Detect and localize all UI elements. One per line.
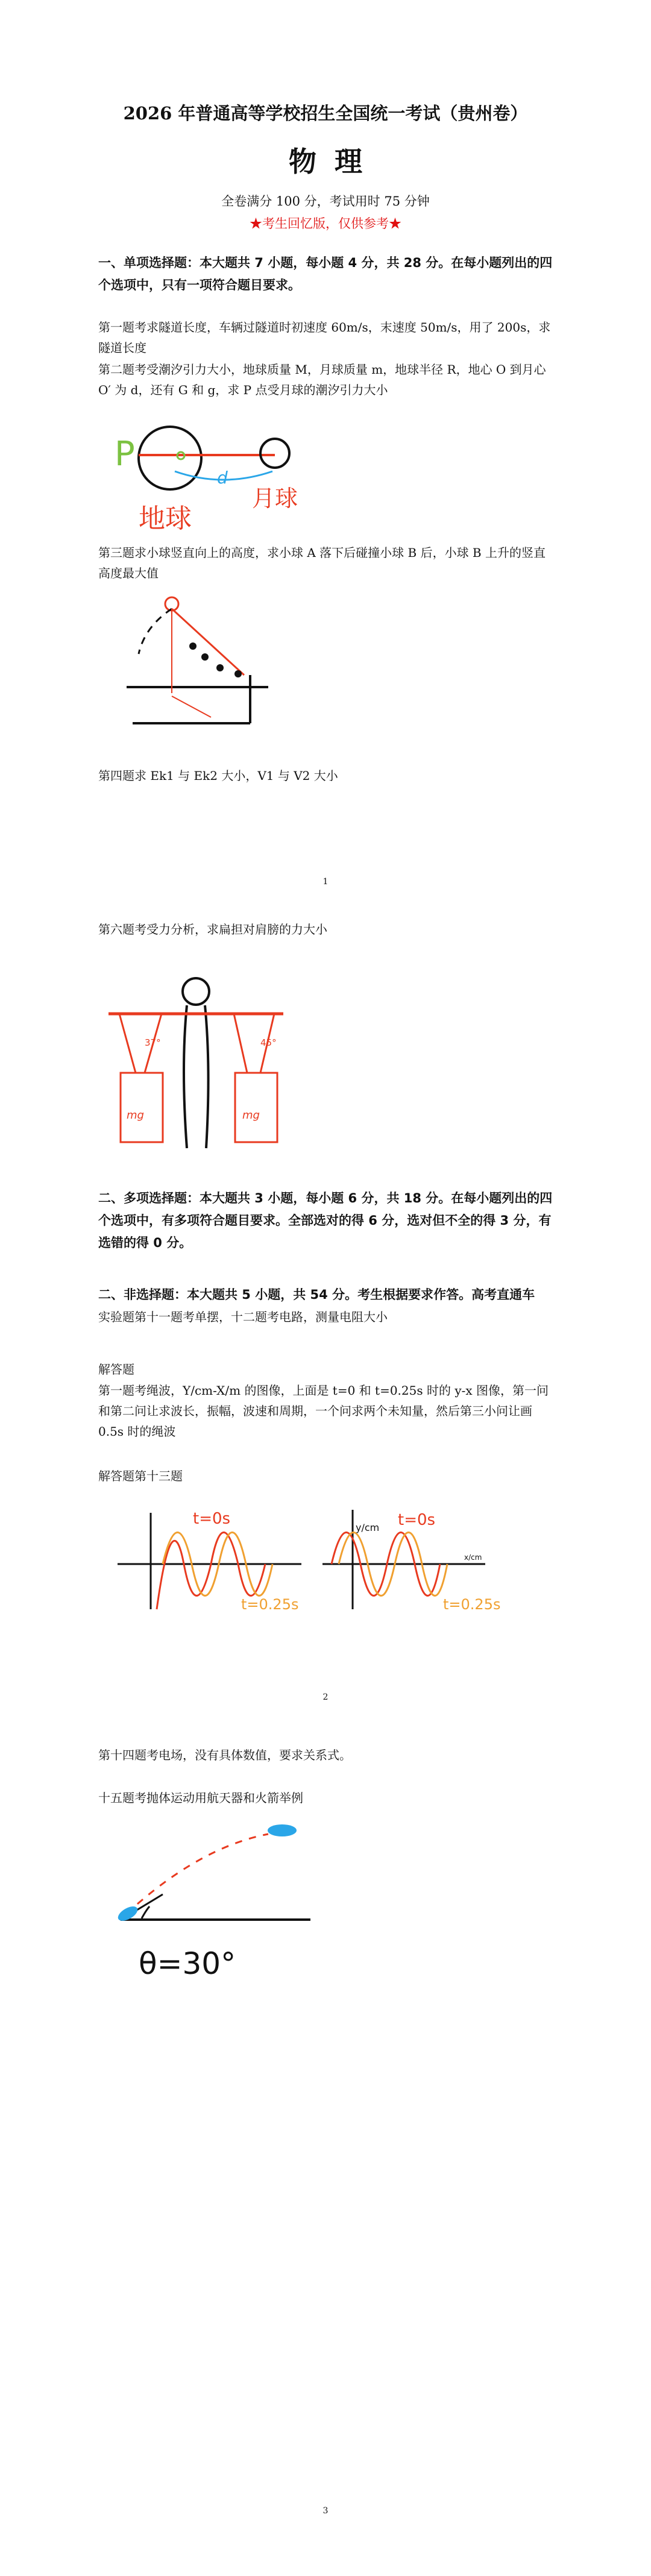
question-2: 第二题考受潮汐引力大小，地球质量 M，月球质量 m，地球半径 R，地心 O 到月心 O′ 为 d，还有 G 和 g，求 P 点受月球的潮汐引力大小	[98, 362, 546, 397]
body	[184, 1005, 209, 1148]
right-label-x: x/cm	[464, 1553, 482, 1562]
load-right	[235, 1073, 277, 1142]
question-3: 第三题求小球竖直向上的高度，求小球 A 落下后碰撞小球 B 后，小球 B 上升的竖直高度最大值	[98, 545, 546, 580]
radius-line-2	[172, 696, 211, 717]
question-4: 第四题求 Ek1 与 Ek2 大小，V1 与 V2 大小	[98, 768, 338, 783]
question-6: 第六题考受力分析，求扁担对肩膀的力大小	[98, 922, 327, 937]
shoulder-pole-sketch	[102, 976, 295, 1157]
label-mg-left: mg	[127, 1109, 144, 1122]
ball-collision-sketch	[121, 597, 277, 729]
ball-b-3	[216, 664, 224, 671]
section-2-heading: 二、多项选择题：本大题共 3 小题，每小题 6 分，共 18 分。在每小题列出的四个选项中，有多项符合题目要求。全部选对的得 6 分，选对但不全的得 3 分，有选错的得 0 分。	[98, 1191, 553, 1250]
left-label-t0: t=0s	[193, 1510, 231, 1528]
label-mg-right: mg	[242, 1109, 260, 1122]
earth-circle	[139, 427, 201, 489]
question-13-label: 解答题第十三题	[98, 1469, 183, 1483]
arc-track	[139, 609, 172, 654]
answer-label: 解答题	[98, 1362, 134, 1377]
page-number-1: 1	[322, 877, 329, 887]
wave-question: 第一题考绳波，Y/cm-X/m 的图像，上面是 t=0 和 t=0.25s 时的 y-x 图像，第一问和第二问让求波长，振幅，波速和周期，一个问求两个未知量，然后第三小问让画 0.5s 时的绳波	[98, 1383, 549, 1439]
exam-meta: 全卷满分 100 分，考试用时 75 分钟	[221, 194, 430, 209]
ball-b-1	[189, 642, 197, 650]
spacecraft	[268, 1824, 297, 1836]
left-label-t025: t=0.25s	[241, 1596, 299, 1613]
rope-right-1	[234, 1014, 247, 1073]
exam-title: 2026 年普通高等学校招生全国统一考试（贵州卷）	[123, 103, 528, 124]
question-1: 第一题考求隧道长度，车辆过隧道时初速度 60m/s，末速度 50m/s，用了 200s，求隧道长度	[98, 320, 551, 355]
question-15: 十五题考抛体运动用航天器和火箭举例	[98, 1791, 303, 1805]
moon-circle	[260, 439, 289, 468]
earth-moon-sketch	[115, 416, 319, 536]
label-37: 37°	[145, 1037, 161, 1048]
recall-notice: ★考生回忆版，仅供参考★	[250, 216, 401, 231]
angle-arc	[142, 1906, 149, 1918]
ball-b-4	[234, 670, 242, 677]
section-1-heading: 一、单项选择题：本大题共 7 小题，每小题 4 分，共 28 分。在每小题列出的四个选项中，只有一项符合题目要求。	[98, 256, 553, 292]
section-3-heading: 二、非选择题：本大题共 5 小题，共 54 分。考生根据要求作答。高考直通车	[98, 1287, 535, 1302]
right-label-t0: t=0s	[398, 1511, 436, 1529]
projectile-sketch	[115, 1823, 319, 1980]
question-14: 第十四题考电场，没有具体数值，要求关系式。	[98, 1748, 351, 1762]
label-45: 45°	[260, 1037, 277, 1048]
label-earth: 地球	[139, 503, 192, 534]
head	[183, 978, 209, 1005]
rope-left-1	[119, 1014, 136, 1073]
page-number-3: 3	[322, 2506, 329, 2516]
label-d: d	[217, 468, 228, 488]
ball-b-2	[201, 653, 209, 661]
label-p: P	[115, 435, 135, 474]
trajectory	[127, 1834, 268, 1914]
subject-title: 物理	[289, 145, 380, 178]
ball-a	[165, 597, 178, 611]
load-left	[121, 1073, 163, 1142]
right-label-y: y/cm	[356, 1522, 380, 1533]
right-label-t025: t=0.25s	[443, 1596, 501, 1613]
page-number-2: 2	[322, 1692, 329, 1702]
lab-questions: 实验题第十一题考单摆，十二题考电路，测量电阻大小	[98, 1310, 388, 1324]
slope-line	[172, 609, 244, 675]
label-theta: θ=30°	[139, 1946, 236, 1981]
label-moon: 月球	[252, 485, 298, 512]
wave-graphs-sketch	[115, 1507, 501, 1621]
